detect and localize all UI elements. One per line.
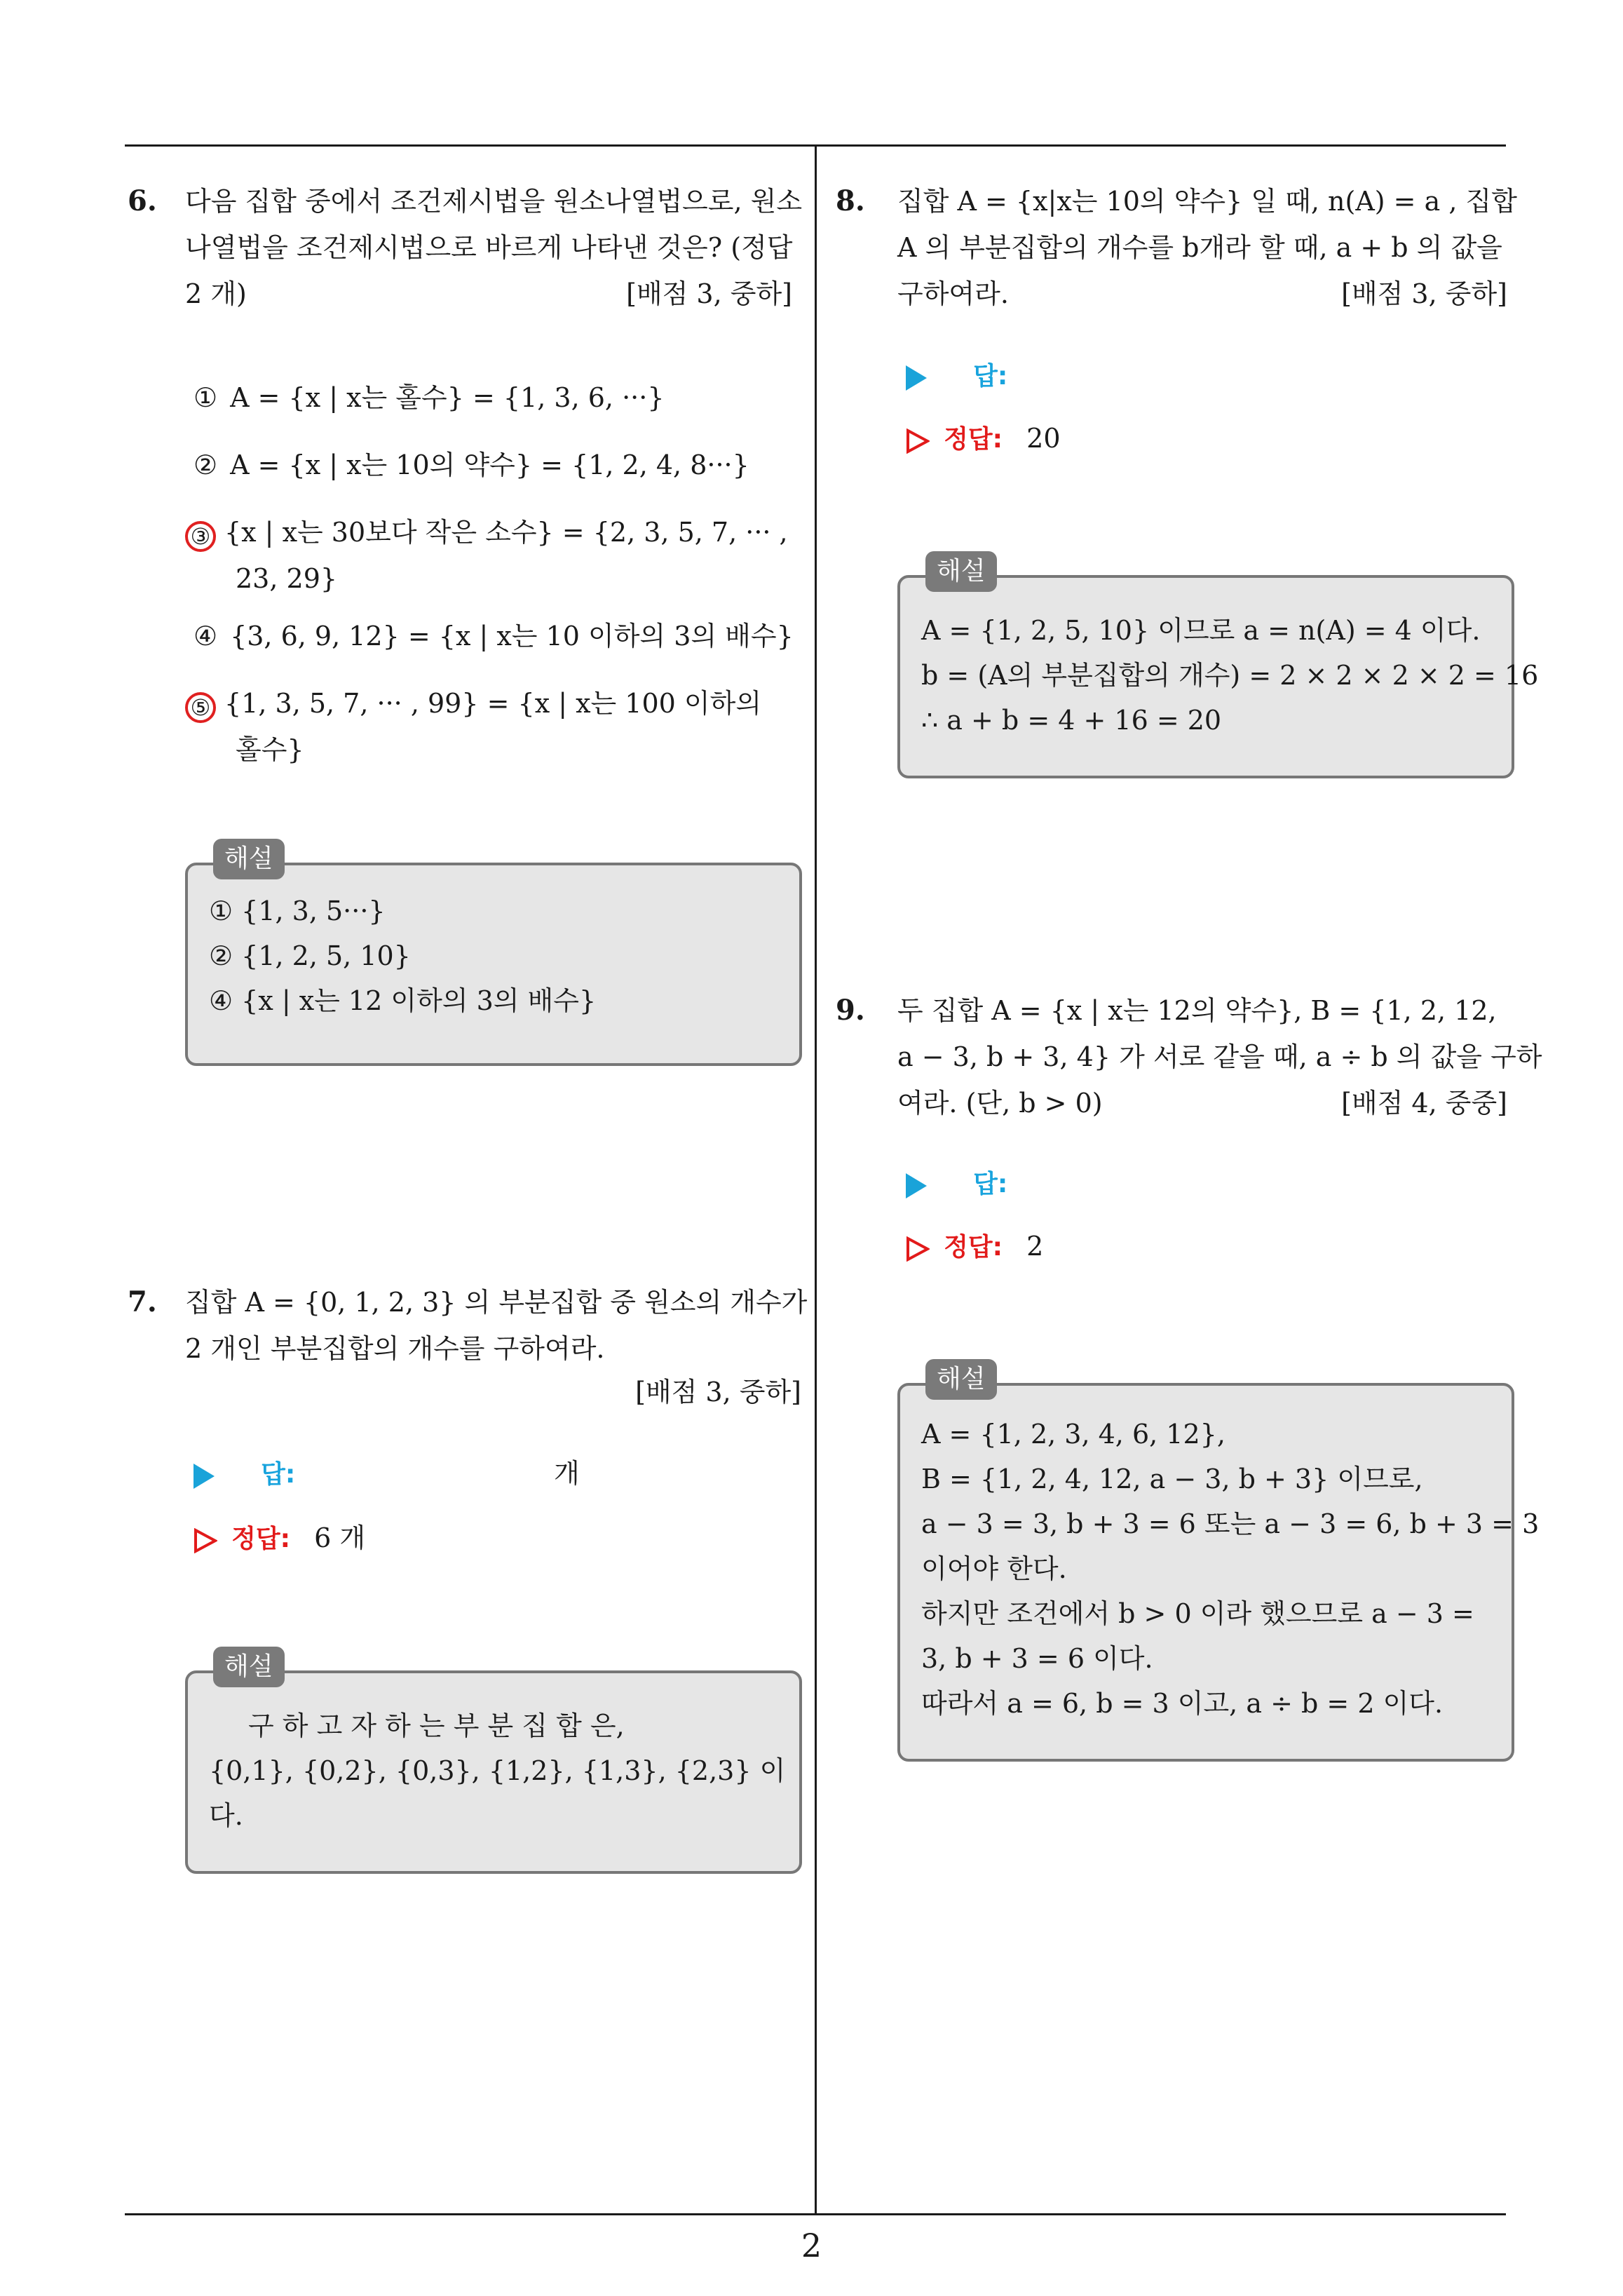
circled-answer-mark: ③ [185,521,216,552]
answer-row [193,1456,295,1492]
solution-line: 3, b + 3 = 6 이다. [921,1643,1153,1674]
question-text-line: 집합 A = {x|x는 10의 약수} 일 때, n(A) = a , 집합 [897,186,1517,217]
correct-answer-label: 정답: [231,1525,291,1553]
correct-answer-label: 정답: [944,1233,1003,1262]
choice-1[interactable] [193,380,665,415]
choice-5-continued: 홀수} [236,734,304,765]
answer-label: 답: [973,1170,1008,1198]
answer-unit: 개 [554,1458,580,1489]
choice-mark: ② [193,450,218,480]
outline-triangle-icon [906,428,930,454]
choice-4[interactable] [193,619,794,654]
answer-row [906,1166,1007,1202]
question-text-line: 두 집합 A = {x | x는 12의 약수}, B = {1, 2, 12, [897,995,1497,1026]
solution-line: b = (A의 부분집합의 개수) = 2 × 2 × 2 × 2 = 16 [921,660,1539,691]
solution-line: ④ {x | x는 12 이하의 3의 배수} [209,985,597,1016]
solution-line: ① {1, 3, 5···} [209,896,386,926]
solution-line: A = {1, 2, 3, 4, 6, 12}, [921,1419,1225,1450]
correct-answer-value: 20 [1026,423,1061,454]
solution-line: 따라서 a = 6, b = 3 이고, a ÷ b = 2 이다. [921,1688,1444,1719]
score-label: [배점 3, 중하] [626,278,792,309]
score-label: [배점 3, 중하] [1341,278,1507,309]
choice-5[interactable] [185,686,761,721]
solution-line: B = {1, 2, 4, 12, a − 3, b + 3} 이므로, [921,1464,1423,1494]
question-text-line: 다음 집합 중에서 조건제시법을 원소나열법으로, 원소 [185,186,803,217]
answer-label: 답: [973,362,1008,391]
play-icon [193,1464,215,1489]
solution-line: 이어야 한다. [921,1553,1067,1584]
choice-text: {1, 3, 5, 7, ··· , 99} = {x | x는 100 이하의 [224,688,762,719]
correct-answer-value: 6 개 [314,1522,366,1553]
choice-text: {3, 6, 9, 12} = {x | x는 10 이하의 3의 배수} [230,621,794,651]
question-number: 8. [836,184,865,217]
choice-text: {x | x는 30보다 작은 소수} = {2, 3, 5, 7, ··· , [224,517,788,548]
solution-line: A = {1, 2, 5, 10} 이므로 a = n(A) = 4 이다. [921,615,1481,646]
question-number: 7. [128,1285,157,1318]
question-number: 6. [128,184,157,217]
solution-line: 구 하 고 자 하 는 부 분 집 합 은, [248,1710,625,1741]
circled-answer-mark: ⑤ [185,692,216,723]
page-number: 2 [801,2227,822,2264]
question-text-line: 2 개인 부분집합의 개수를 구하여라. [185,1333,605,1364]
outline-triangle-icon [906,1236,930,1262]
choice-3[interactable] [185,515,788,550]
solution-line: ∴ a + b = 4 + 16 = 20 [921,705,1222,736]
correct-answer-row [906,421,1061,457]
bottom-rule [125,2213,1506,2215]
solution-box [185,844,802,1066]
correct-answer-value: 2 [1026,1231,1044,1262]
solution-tab: 해설 [925,551,997,592]
answer-row [906,358,1007,394]
solution-tab: 해설 [213,1647,285,1687]
solution-line: 하지만 조건에서 b > 0 이라 했으므로 a − 3 = [921,1598,1474,1629]
solution-box [897,1365,1540,1762]
solution-line: ② {1, 2, 5, 10} [209,940,411,971]
choice-text: A = {x | x는 10의 약수} = {1, 2, 4, 8···} [230,450,749,480]
choice-text: A = {x | x는 홀수} = {1, 3, 6, ···} [230,382,665,413]
choice-mark: ① [193,382,218,413]
solution-line: a − 3 = 3, b + 3 = 6 또는 a − 3 = 6, b + 3 = 3 [921,1508,1540,1539]
question-number: 9. [836,994,865,1027]
choice-2[interactable] [193,447,749,482]
choice-3-continued: 23, 29} [236,563,338,594]
solution-line: {0,1}, {0,2}, {0,3}, {1,2}, {1,3}, {2,3} 이 [209,1755,786,1786]
question-text-line: A 의 부분집합의 개수를 b개라 할 때, a + b 의 값을 [897,232,1502,263]
score-label: [배점 4, 중중] [1341,1088,1507,1119]
question-text-line: 나열법을 조건제시법으로 바르게 나타낸 것은? (정답 [185,232,793,263]
solution-box [185,1652,802,1874]
play-icon [906,365,927,391]
correct-answer-row [906,1229,1043,1265]
correct-answer-row [193,1520,365,1557]
choice-mark: ④ [193,621,218,651]
score-label: [배점 3, 중하] [635,1377,801,1407]
answer-label: 답: [261,1460,296,1489]
outline-triangle-icon [193,1528,217,1553]
question-text-line: 2 개) [185,278,247,309]
question-text-line: 여라. (단, b > 0) [897,1088,1103,1119]
question-text-line: a − 3, b + 3, 4} 가 서로 같을 때, a ÷ b 의 값을 구하 [897,1041,1542,1072]
play-icon [906,1173,927,1198]
solution-box [897,557,1539,778]
question-text-line: 구하여라. [897,278,1009,309]
solution-line: 다. [209,1800,243,1831]
solution-tab: 해설 [925,1359,997,1400]
question-text-line: 집합 A = {0, 1, 2, 3} 의 부분집합 중 원소의 개수가 [185,1287,808,1318]
column-divider [815,144,817,2215]
correct-answer-label: 정답: [944,425,1003,454]
solution-tab: 해설 [213,839,285,879]
